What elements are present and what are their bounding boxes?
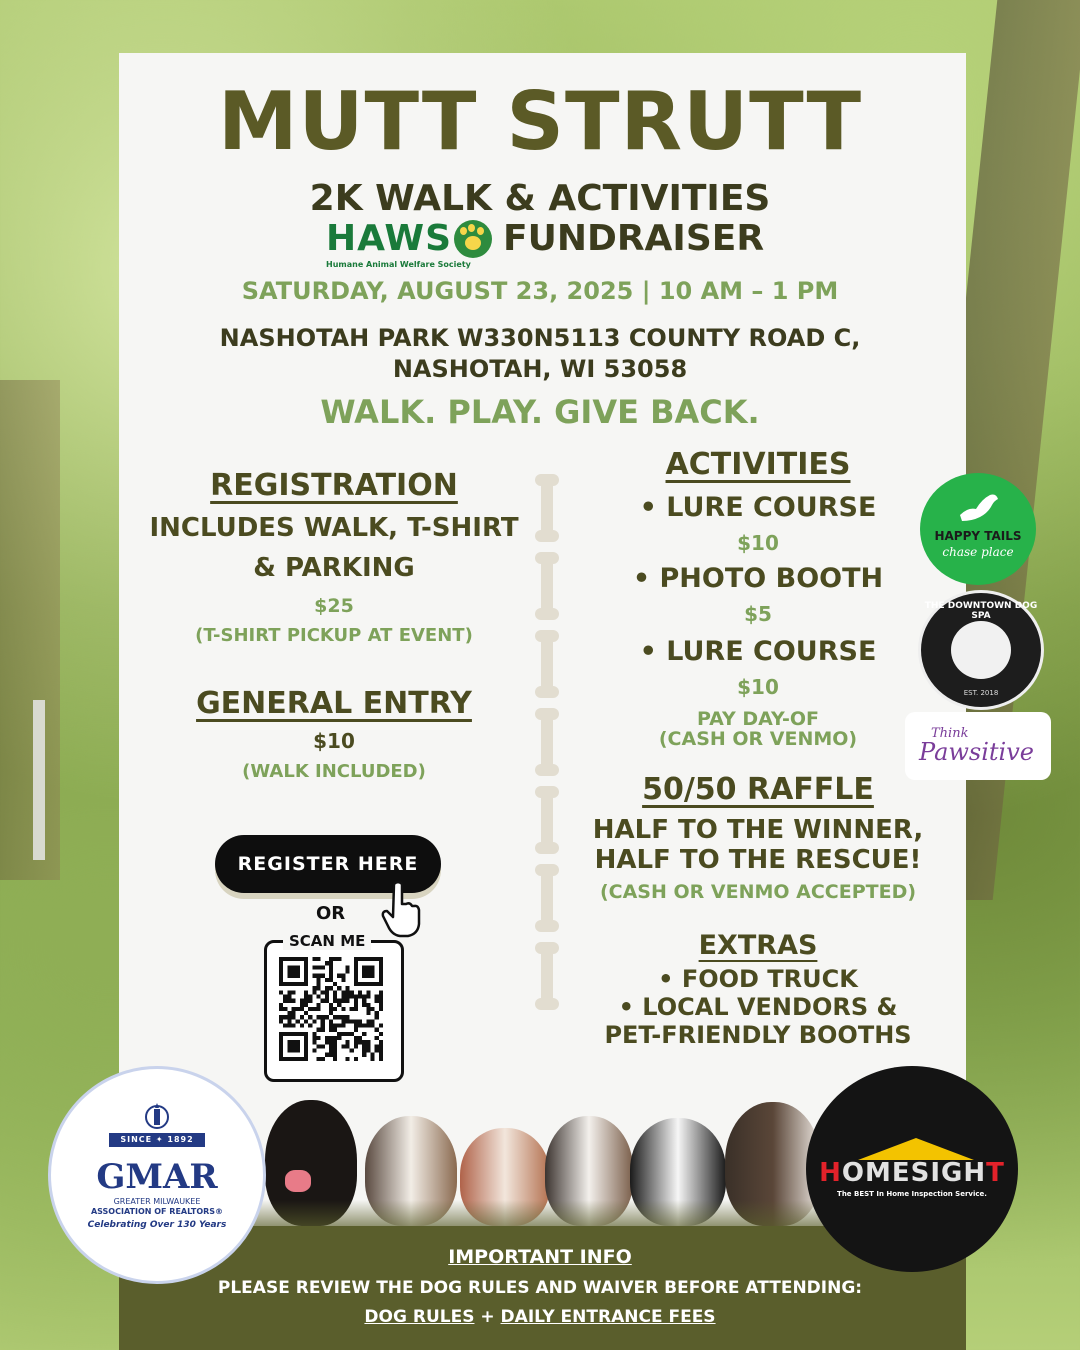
raffle-heading: 50/50 RAFFLE [642, 772, 874, 807]
gmar-name: GMAR [96, 1157, 218, 1197]
gmar-line2: ASSOCIATION OF REALTORS® [90, 1207, 224, 1216]
general-entry-price: $10 [313, 729, 355, 753]
happy-tails-sub: chase place [942, 545, 1014, 559]
event-address-line1: NASHOTAH PARK W330N5113 COUNTY ROAD C, [219, 324, 861, 352]
dog-spa-name: THE DOWNTOWN DOG SPA [924, 601, 1038, 621]
bone-icon [541, 712, 553, 772]
gmar-since: SINCE ✦ 1892 [109, 1133, 205, 1147]
dog-spa-est: EST. 2018 [963, 689, 999, 697]
homesight-tagline: The BEST In Home Inspection Service. [837, 1190, 987, 1198]
bone-icon [541, 634, 553, 694]
gmar-line1: GREATER MILWAUKEE [113, 1197, 201, 1206]
registration-line2: & PARKING [253, 553, 415, 583]
homesight-logo [806, 1066, 1018, 1272]
poodle-icon [951, 621, 1011, 679]
raffle-line2: HALF TO THE RESCUE! [594, 845, 922, 875]
registration-section [134, 468, 534, 646]
activities-section [558, 447, 958, 749]
registration-heading: REGISTRATION [210, 468, 458, 503]
register-here-button[interactable]: REGISTER HERE [215, 835, 441, 893]
activity-price: $5 [744, 602, 772, 626]
raffle-section [558, 772, 958, 903]
bone-icon [541, 868, 553, 928]
activity-price: $10 [737, 675, 779, 699]
registration-note: (T-SHIRT PICKUP AT EVENT) [195, 625, 473, 646]
think-pawsitive-logo [905, 712, 1051, 780]
bone-icon [541, 790, 553, 850]
event-date-time: SATURDAY, AUGUST 23, 2025 | 10 AM – 1 PM [241, 277, 839, 305]
extras-line1: • FOOD TRUCK [658, 965, 858, 993]
extras-heading: EXTRAS [698, 930, 818, 961]
gmar-celebrating: Celebrating Over 130 Years [87, 1220, 227, 1230]
important-info-heading: IMPORTANT INFO [448, 1246, 632, 1268]
scan-me-label: SCAN ME [283, 932, 371, 950]
event-tagline: WALK. PLAY. GIVE BACK. [320, 393, 760, 431]
important-links [0, 1307, 1080, 1327]
activity-price: $10 [737, 531, 779, 555]
activities-heading: ACTIVITIES [665, 447, 851, 482]
bone-icon [541, 946, 553, 1006]
activities-pay-line1: PAY DAY-OF [696, 708, 820, 730]
event-address-line2: NASHOTAH, WI 53058 [392, 355, 688, 383]
extras-line3: PET-FRIENDLY BOOTHS [604, 1021, 912, 1049]
pointing-hand-icon [380, 880, 422, 938]
downtown-dog-spa-logo [918, 590, 1044, 710]
homesight-t: T [986, 1158, 1005, 1188]
event-subtitle: 2K WALK & ACTIVITIES [309, 178, 771, 219]
bone-divider [535, 470, 559, 1000]
dog-rules-link[interactable]: DOG RULES [364, 1307, 475, 1327]
bone-icon [541, 556, 553, 616]
or-label: OR [316, 903, 346, 924]
daily-entrance-fees-link[interactable]: DAILY ENTRANCE FEES [500, 1307, 716, 1327]
registration-line1: INCLUDES WALK, T-SHIRT [149, 513, 519, 543]
haws-subtext: Humane Animal Welfare Society [326, 260, 471, 269]
haws-wordmark: HAWS [326, 218, 453, 259]
happy-tails-logo [920, 473, 1036, 585]
event-title: MUTT STRUTT [217, 75, 863, 168]
activity-name: • PHOTO BOOTH [632, 563, 884, 594]
extras-line2: • LOCAL VENDORS & [618, 993, 898, 1021]
tongue-image [285, 1170, 311, 1192]
activities-pay-line2: (CASH OR VENMO) [658, 728, 858, 750]
homesight-h: H [819, 1158, 842, 1188]
happy-tails-name: HAPPY TAILS [934, 529, 1022, 543]
general-entry-note: (WALK INCLUDED) [242, 761, 426, 782]
roof-icon [858, 1138, 974, 1160]
raffle-line1: HALF TO THE WINNER, [592, 815, 924, 845]
think-label: Think [931, 726, 969, 741]
raffle-note: (CASH OR VENMO ACCEPTED) [599, 881, 917, 903]
registration-price: $25 [314, 595, 354, 617]
lighthouse-icon [143, 1103, 171, 1135]
homesight-mid: OMESIGH [841, 1158, 987, 1188]
general-entry-section [134, 686, 534, 782]
dog-silhouette-icon [954, 485, 1002, 529]
grass-strip [240, 1200, 840, 1240]
background-tree-trunk-left [0, 380, 60, 880]
gmar-logo [48, 1066, 266, 1284]
background-post [33, 700, 45, 860]
activity-name: • LURE COURSE [639, 636, 877, 667]
bone-icon [541, 478, 553, 538]
paw-icon [454, 220, 492, 258]
general-entry-heading: GENERAL ENTRY [196, 686, 472, 721]
pawsitive-label: Pawsitive [919, 738, 1034, 766]
homesight-name [806, 1158, 1018, 1188]
extras-section [558, 930, 958, 1049]
links-separator: + [474, 1307, 501, 1327]
activity-name: • LURE COURSE [639, 492, 877, 523]
important-info-text: PLEASE REVIEW THE DOG RULES AND WAIVER BEFORE ATTENDING: [217, 1278, 863, 1298]
qr-code[interactable] [279, 957, 383, 1061]
fundraiser-label: FUNDRAISER [503, 218, 765, 259]
